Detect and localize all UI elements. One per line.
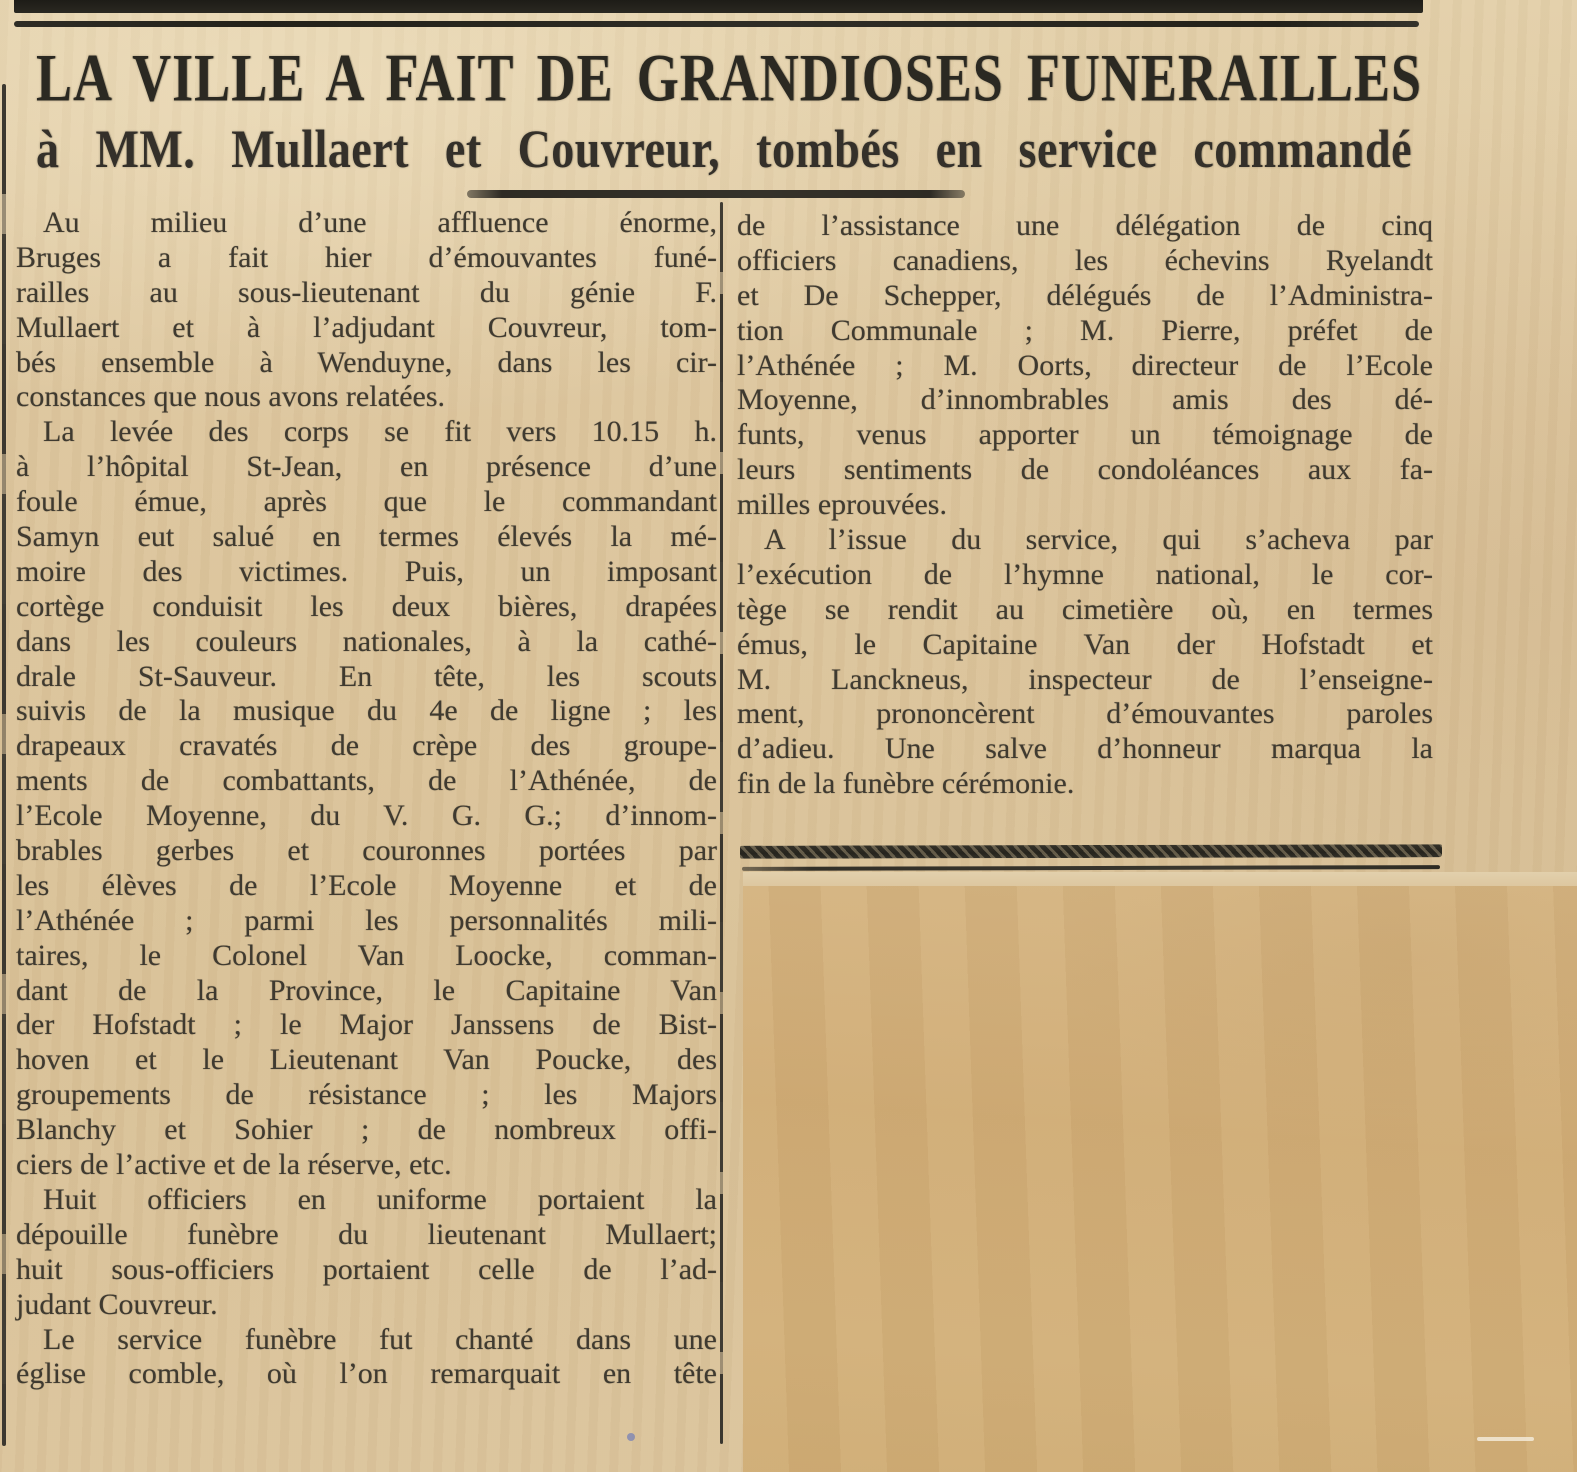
article-line: moire des victimes. Puis, un imposant bbox=[16, 554, 717, 588]
article-line: église comble, où l’on remarquait en tête bbox=[16, 1357, 717, 1391]
article-line: Blanchy et Sohier ; de nombreux offi- bbox=[16, 1113, 717, 1147]
article-line: M. Lanckneus, inspecteur de l’enseigne- bbox=[737, 662, 1433, 696]
article-line: judant Couvreur. bbox=[16, 1287, 218, 1321]
article-line: officiers canadiens, les échevins Ryelandt bbox=[737, 243, 1433, 277]
article-line: constances que nous avons relatées. bbox=[16, 380, 446, 414]
article-line: drale St-Sauveur. En tête, les scouts bbox=[16, 659, 717, 693]
article-line: Mullaert et à l’adjudant Couvreur, tom- bbox=[16, 310, 717, 344]
scan-artifact-dash bbox=[1477, 1437, 1534, 1441]
article-line: der Hofstadt ; le Major Janssens de Bist- bbox=[16, 1008, 717, 1042]
article-line: dans les couleurs nationales, à la cathé- bbox=[16, 624, 717, 658]
article-line: leurs sentiments de condoléances aux fa- bbox=[737, 453, 1433, 487]
article-column-right bbox=[737, 209, 1433, 802]
article-line: l’Ecole Moyenne, du V. G. G.; d’innom- bbox=[16, 799, 717, 833]
left-edge-rule bbox=[2, 84, 6, 1446]
top-black-bar bbox=[14, 0, 1423, 13]
article-line: brables gerbes et couronnes portées par bbox=[16, 834, 717, 868]
article-line: Moyenne, d’innombrables amis des dé- bbox=[737, 383, 1433, 417]
blank-toned-panel bbox=[743, 886, 1577, 1472]
article-line: cortège conduisit les deux bières, drapées bbox=[16, 589, 717, 623]
article-line: et De Schepper, délégués de l’Administra- bbox=[737, 278, 1433, 312]
article-line: suivis de la musique du 4e de ligne ; les bbox=[16, 694, 717, 728]
article-line: tège se rendit au cimetière où, en termes bbox=[737, 592, 1433, 626]
article-line: A l’issue du service, qui s’acheva par bbox=[764, 523, 1433, 557]
headline-line1: LA VILLE A FAIT DE GRANDIOSES FUNERAILLES bbox=[36, 40, 1422, 116]
article-line: tion Communale ; M. Pierre, préfet de bbox=[737, 313, 1433, 347]
article-line: l’Athénée ; parmi les personnalités mili- bbox=[16, 903, 717, 937]
article-line: dant de la Province, le Capitaine Van bbox=[16, 973, 717, 1007]
article-line: huit sous-officiers portaient celle de l’ad- bbox=[16, 1252, 717, 1286]
article-line: La levée des corps se fit vers 10.15 h. bbox=[43, 415, 717, 449]
article-line: les élèves de l’Ecole Moyenne et de bbox=[16, 868, 717, 902]
headline-separator-rule bbox=[467, 190, 965, 198]
paper-speck bbox=[627, 1433, 635, 1441]
article-line: foule émue, après que le commandant bbox=[16, 485, 717, 519]
end-of-article-rule-thin bbox=[742, 865, 1440, 871]
article-line: bés ensemble à Wenduyne, dans les cir- bbox=[16, 345, 717, 379]
article-line: groupements de résistance ; les Majors bbox=[16, 1078, 717, 1112]
top-horizontal-rule bbox=[14, 21, 1419, 27]
article-line: hoven et le Lieutenant Van Poucke, des bbox=[16, 1043, 717, 1077]
article-line: d’adieu. Une salve d’honneur marqua la bbox=[737, 732, 1433, 766]
article-line: émus, le Capitaine Van der Hofstadt et bbox=[737, 627, 1433, 661]
paper-strip bbox=[743, 872, 1577, 886]
article-line: Bruges a fait hier d’émouvantes funé- bbox=[16, 240, 717, 274]
end-of-article-rule-thick bbox=[740, 844, 1442, 858]
article-line: Huit officiers en uniforme portaient la bbox=[43, 1182, 717, 1216]
article-column-left bbox=[16, 206, 717, 1392]
article-line: taires, le Colonel Van Loocke, comman- bbox=[16, 938, 717, 972]
article-line: de l’assistance une délégation de cinq bbox=[737, 209, 1433, 242]
article-line: Le service funèbre fut chanté dans une bbox=[43, 1322, 717, 1356]
article-line: ment, prononcèrent d’émouvantes paroles bbox=[737, 697, 1433, 731]
article-line: à l’hôpital St-Jean, en présence d’une bbox=[16, 450, 717, 484]
article-line: funts, venus apporter un témoignage de bbox=[737, 418, 1433, 452]
article-line: fin de la funèbre cérémonie. bbox=[737, 767, 1075, 801]
article-line: railles au sous-lieutenant du génie F. bbox=[16, 275, 717, 309]
article-line: l’exécution de l’hymne national, le cor- bbox=[737, 557, 1433, 591]
article-line: Samyn eut salué en termes élevés la mé- bbox=[16, 520, 717, 554]
article-line: ciers de l’active et de la réserve, etc. bbox=[16, 1148, 452, 1182]
article-line: Au milieu d’une affluence énorme, bbox=[43, 206, 717, 239]
headline-line2: à MM. Mullaert et Couvreur, tombés en service commandé bbox=[36, 118, 1412, 179]
article-line: dépouille funèbre du lieutenant Mullaert; bbox=[16, 1217, 717, 1251]
article-line: l’Athénée ; M. Oorts, directeur de l’Ecole bbox=[737, 348, 1433, 382]
article-line: drapeaux cravatés de crèpe des groupe- bbox=[16, 729, 717, 763]
column-divider-rule bbox=[720, 202, 723, 1444]
article-line: ments de combattants, de l’Athénée, de bbox=[16, 764, 717, 798]
article-line: milles eprouvées. bbox=[737, 488, 947, 522]
